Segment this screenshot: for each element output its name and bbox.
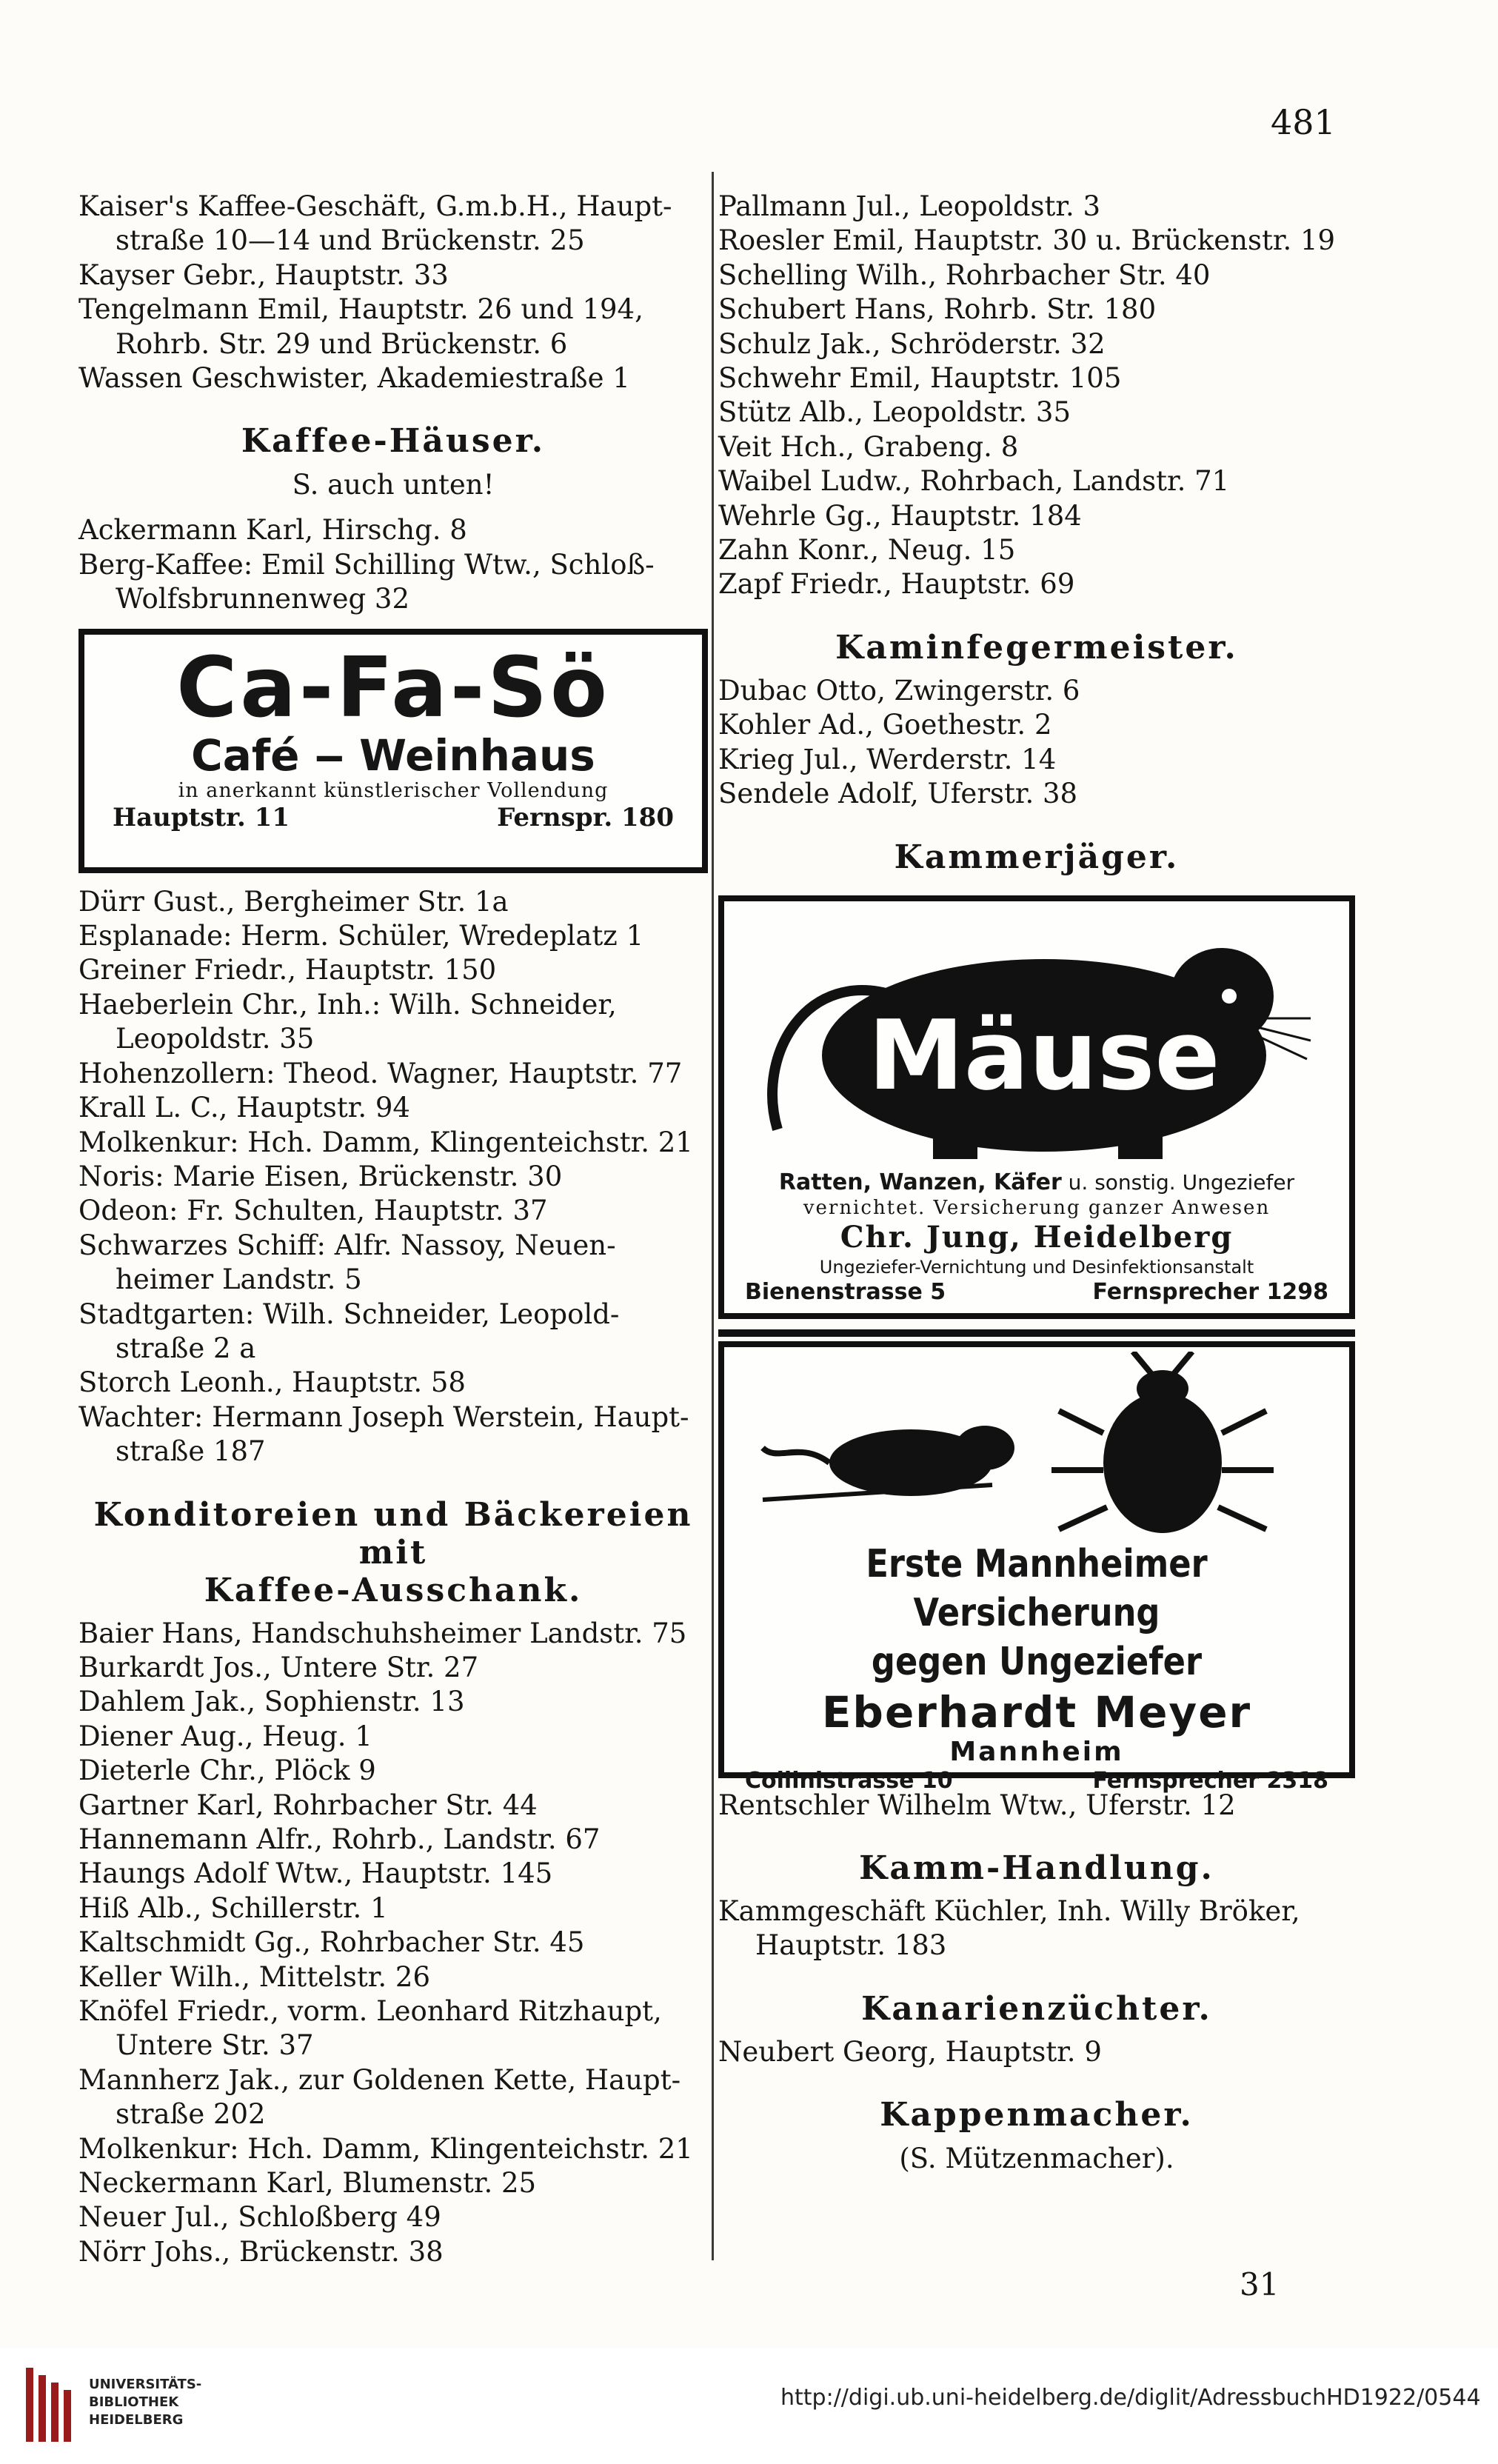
entry: Hauptstr. 183: [755, 1929, 947, 1962]
entry: Berg-Kaffee: Emil Schilling Wtw., Schloß-: [78, 548, 655, 581]
entry: Molkenkur: Hch. Damm, Klingenteichstr. 21: [78, 1126, 693, 1158]
source-url-link[interactable]: http://digi.ub.uni-heidelberg.de/diglit/AdressbuchHD1922/0544: [780, 2385, 1481, 2411]
entry: Waibel Ludw., Rohrbach, Landstr. 71: [718, 465, 1230, 498]
entry: Diener Aug., Heug. 1: [78, 1720, 372, 1752]
right-column: [718, 190, 1355, 2187]
ad-line: vernichtet. Versicherung ganzer Anwesen: [803, 1196, 1271, 1219]
entry: Untere Str. 37: [116, 2029, 314, 2062]
entry: Schwehr Emil, Hauptstr. 105: [718, 362, 1122, 395]
entry: Kaltschmidt Gg., Rohrbacher Str. 45: [78, 1926, 585, 1959]
mouse-illustration-icon: [739, 907, 1334, 1166]
entry: Knöfel Friedr., vorm. Leonhard Ritzhaupt,: [78, 1995, 662, 2028]
entry: Keller Wilh., Mittelstr. 26: [78, 1960, 430, 1993]
entry: Neuer Jul., Schloßberg 49: [78, 2201, 441, 2234]
ad-divider: [718, 1329, 1355, 1337]
entry: Zahn Konr., Neug. 15: [718, 534, 1016, 567]
entry: Noris: Marie Eisen, Brückenstr. 30: [78, 1160, 563, 1192]
entry: Schelling Wilh., Rohrbacher Str. 40: [718, 258, 1211, 291]
entry: Schubert Hans, Rohrb. Str. 180: [718, 293, 1157, 326]
ad-line: Ungeziefer-Vernichtung und Desinfektionsanstalt: [819, 1256, 1254, 1278]
entry: Kayser Gebr., Hauptstr. 33: [78, 258, 449, 291]
entry: Wehrle Gg., Hauptstr. 184: [718, 499, 1082, 532]
ad-city: Mannheim: [949, 1736, 1124, 1767]
entry: Mannherz Jak., zur Goldenen Kette, Haupt-: [78, 2063, 681, 2096]
entry: Rohrb. Str. 29 und Brückenstr. 6: [116, 327, 568, 360]
entry: Wassen Geschwister, Akademiestraße 1: [78, 362, 630, 395]
entry: Molkenkur: Hch. Damm, Klingenteichstr. 21: [78, 2132, 693, 2165]
ad-address: Hauptstr. 11: [113, 802, 290, 832]
section-heading-kaminfeger: Kaminfegermeister.: [835, 628, 1238, 667]
ad-subtitle: Café ‒ Weinhaus: [191, 729, 595, 781]
entry: Krieg Jul., Werderstr. 14: [718, 743, 1057, 775]
entry: Baier Hans, Handschuhsheimer Landstr. 75: [78, 1617, 687, 1649]
column-divider: [712, 172, 714, 2260]
entry: straße 202: [116, 2098, 266, 2131]
rat-and-beetle-illustration-icon: [742, 1352, 1331, 1537]
ad-firm: Chr. Jung, Heidelberg: [840, 1219, 1234, 1255]
ad-address: Bienenstrasse 5: [745, 1278, 946, 1305]
entry: Sendele Adolf, Uferstr. 38: [718, 778, 1078, 810]
entry: Schulz Jak., Schröderstr. 32: [718, 327, 1106, 360]
ad-line-rest: u. sonstig. Ungeziefer: [1061, 1169, 1295, 1195]
entry: Rentschler Wilhelm Wtw., Uferstr. 12: [718, 1789, 1236, 1821]
entry: Krall L. C., Hauptstr. 94: [78, 1092, 410, 1124]
ad-title: Ca-Fa-Sö: [176, 639, 610, 736]
entry: Kaiser's Kaffee-Geschäft, G.m.b.H., Haupt-: [78, 190, 672, 222]
entry: Dahlem Jak., Sophienstr. 13: [78, 1686, 465, 1718]
entry: Leopoldstr. 35: [116, 1023, 315, 1055]
entry: Schwarzes Schiff: Alfr. Nassoy, Neuen-: [78, 1229, 616, 1261]
entry: Hohenzollern: Theod. Wagner, Hauptstr. 77: [78, 1057, 683, 1089]
entry: Kammgeschäft Küchler, Inh. Willy Bröker,: [718, 1894, 1300, 1927]
ad-phone: Fernsprecher 1298: [1092, 1278, 1328, 1305]
entry: Odeon: Fr. Schulten, Hauptstr. 37: [78, 1195, 548, 1227]
advertisement-cafasoe: [78, 629, 708, 873]
entry: Stütz Alb., Leopoldstr. 35: [718, 396, 1071, 429]
section-heading-kappen: Kappenmacher.: [880, 2096, 1194, 2134]
ad-title: Mäuse: [868, 998, 1220, 1112]
entry: Neubert Georg, Hauptstr. 9: [718, 2035, 1102, 2068]
entry: Ackermann Karl, Hirschg. 8: [78, 514, 467, 547]
library-name-line: UNIVERSITÄTS-: [89, 2377, 202, 2392]
section-heading-konditoreien-2: Kaffee-Ausschank.: [204, 1571, 583, 1609]
entry: Neckermann Karl, Blumenstr. 25: [78, 2167, 537, 2200]
entry: Nörr Johs., Brückenstr. 38: [78, 2235, 444, 2268]
section-note: S. auch unten!: [292, 469, 495, 501]
entry: Roesler Emil, Hauptstr. 30 u. Brückenstr. 19: [718, 224, 1336, 257]
section-heading-kamm: Kamm-Handlung.: [859, 1849, 1214, 1887]
entry: Stadtgarten: Wilh. Schneider, Leopold-: [78, 1298, 620, 1330]
advertisement-meyer: [718, 1341, 1355, 1794]
entry: Greiner Friedr., Hauptstr. 150: [78, 954, 497, 986]
entry: heimer Landstr. 5: [116, 1263, 362, 1296]
ad-tagline: in anerkannt künstlerischer Vollendung: [178, 778, 609, 802]
entry: Tengelmann Emil, Hauptstr. 26 und 194,: [78, 293, 643, 326]
ad-firm: Eberhardt Meyer: [821, 1686, 1252, 1737]
entry: straße 2 a: [116, 1332, 256, 1364]
entry: straße 10—14 und Brückenstr. 25: [116, 224, 585, 257]
entry: Dürr Gust., Bergheimer Str. 1a: [78, 885, 509, 918]
ad-line: Erste Mannheimer Versicherung: [866, 1541, 1208, 1635]
entry: Haeberlein Chr., Inh.: Wilh. Schneider,: [78, 988, 617, 1021]
ad-phone: Fernsprecher 2318: [1092, 1767, 1328, 1794]
entry: Zapf Friedr., Hauptstr. 69: [718, 568, 1075, 601]
advertisement-mause: [718, 895, 1355, 1319]
entry: Veit Hch., Grabeng. 8: [718, 430, 1019, 463]
section-note: (S. Mützenmacher).: [899, 2143, 1174, 2175]
ad-phone: Fernspr. 180: [497, 802, 674, 832]
section-heading-kanarien: Kanarienzüchter.: [861, 1989, 1212, 2028]
footer-page-number: 31: [1240, 2266, 1280, 2303]
entry: Esplanade: Herm. Schüler, Wredeplatz 1: [78, 920, 644, 952]
entry: Wolfsbrunnenweg 32: [116, 583, 409, 615]
entry: Haungs Adolf Wtw., Hauptstr. 145: [78, 1857, 553, 1890]
library-name-line: BIBLIOTHEK: [89, 2394, 179, 2410]
entry: Dubac Otto, Zwingerstr. 6: [718, 674, 1080, 707]
entry: Kohler Ad., Goethestr. 2: [718, 709, 1052, 741]
entry: Wachter: Hermann Joseph Werstein, Haupt-: [78, 1400, 689, 1433]
entry: straße 187: [116, 1435, 266, 1468]
entry: Hiß Alb., Schillerstr. 1: [78, 1892, 388, 1924]
entry: Burkardt Jos., Untere Str. 27: [78, 1651, 479, 1683]
ad-contact-row: [739, 1279, 1334, 1306]
entry: Hannemann Alfr., Rohrb., Landstr. 67: [78, 1823, 601, 1855]
page-number: 481: [1271, 102, 1336, 142]
ad-line-bold: Ratten, Wanzen, Käfer: [778, 1169, 1062, 1195]
library-name: [89, 2376, 201, 2429]
section-heading-kaffeehaeuser: Kaffee-Häuser.: [241, 422, 546, 461]
section-heading-kammerjaeger: Kammerjäger.: [894, 838, 1180, 876]
ad-line: [739, 1169, 1334, 1196]
section-heading-konditoreien: Konditoreien und Bäckereien mit: [93, 1495, 693, 1572]
ad-contact-row: [98, 804, 689, 832]
entry: Storch Leonh., Hauptstr. 58: [78, 1366, 466, 1399]
entry: Dieterle Chr., Plöck 9: [78, 1754, 376, 1787]
library-logo-icon: [22, 2364, 74, 2445]
entry: Gartner Karl, Rohrbacher Str. 44: [78, 1789, 538, 1821]
library-name-line: HEIDELBERG: [89, 2412, 184, 2428]
left-column: [78, 190, 708, 2269]
entry: Pallmann Jul., Leopoldstr. 3: [718, 190, 1101, 222]
ad-address: Collinistrasse 10: [745, 1767, 953, 1794]
ad-line: gegen Ungeziefer: [871, 1639, 1203, 1684]
